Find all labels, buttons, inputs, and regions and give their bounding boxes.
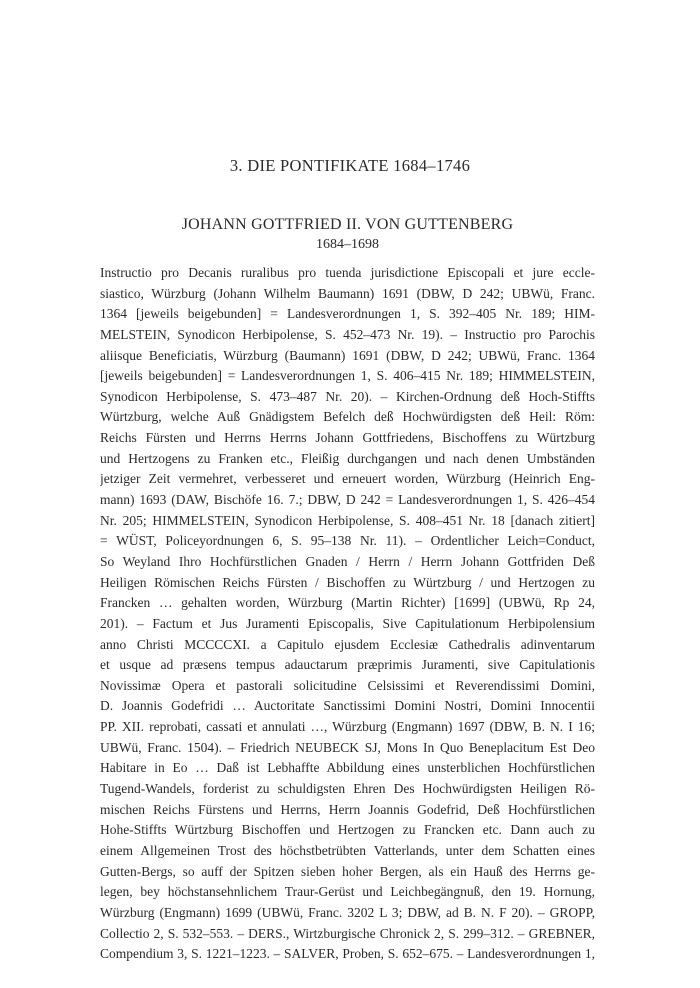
- body-line: Würzburg (Engmann) 1699 (UBWü, Franc. 3202 L 3; DBW, ad B. N. F 20). – GROPP,: [100, 904, 595, 920]
- body-line: Gutten-Bergs, so auff der Spitzen sieben hoher Bergen, als ein Hauß des Herrns ge-: [100, 863, 595, 879]
- body-line: 201). – Factum et Jus Juramenti Episcopalis, Sive Capitulationum Herbipolensium: [100, 615, 595, 631]
- body-line: einem Allgemeinen Trost des höchstbetrübten Vatterlands, unter dem Schatten eines: [100, 842, 595, 858]
- section-heading: [100, 215, 595, 255]
- body-line: Hohe-Stiffts Würtzburg Bischoffen und Hertzogen zu Francken etc. Dann auch zu: [100, 822, 595, 838]
- body-line: Tugend-Wandels, forderist zu schuldigsten Ehren Des Hochwürdigsten Heiligen Rö-: [100, 781, 595, 797]
- body-line: [jeweils beigebunden] = Landesverordnungen 1, S. 406–415 Nr. 189; HIMMELSTEIN,: [100, 368, 595, 384]
- body-line: und Hertzogens zu Franken etc., Fleißig durchgangen und nach denen Umbständen: [100, 450, 595, 466]
- body-text: [100, 263, 595, 965]
- body-line: legen, bey höchstansehnlichem Traur-Gerüst und Leichbegängnuß, den 19. Hornung,: [100, 884, 595, 900]
- body-line: Collectio 2, S. 532–553. – DERS., Wirtzburgische Chronick 2, S. 299–312. – GREBNER,: [100, 925, 595, 941]
- body-line: Novissimæ Opera et pastorali solicitudine Celsissimi et Reverendissimi Domini,: [100, 677, 595, 693]
- body-line: Synodicon Herbipolense, S. 473–487 Nr. 20). – Kirchen-Ordnung deß Hoch-Stiffts: [100, 388, 595, 404]
- body-line: UBWü, Franc. 1504). – Friedrich NEUBECK SJ, Mons In Quo Beneplacitum Est Deo: [100, 739, 595, 755]
- body-line: siastico, Würzburg (Johann Wilhelm Baumann) 1691 (DBW, D 242; UBWü, Franc.: [100, 285, 595, 301]
- section-years: 1684–1698: [316, 237, 379, 252]
- body-line: jetziger Zeit vermehret, verbesseret und erneuert worden, Würzburg (Heinrich Eng-: [100, 471, 595, 487]
- body-line: aliisque Beneficiatis, Würzburg (Baumann) 1691 (DBW, D 242; UBWü, Franc. 1364: [100, 347, 595, 363]
- body-line: Habitare in Eo … Daß ist Lebhaffte Abbildung eines unsterblichen Hochfürstlichen: [100, 760, 595, 776]
- body-line: D. Joannis Godefridi … Auctoritate Sanctissimi Domini Nostri, Domini Innocentii: [100, 698, 595, 714]
- body-line: Heiligen Römischen Reichs Fürsten / Bischoffen zu Würtzburg / und Hertzogen zu: [100, 574, 595, 590]
- body-line: 1364 [jeweils beigebunden] = Landesverordnungen 1, S. 392–405 Nr. 189; HIM-: [100, 306, 595, 322]
- body-line: = WÜST, Policeyordnungen 6, S. 95–138 Nr. 11). – Ordentlicher Leich=Conduct,: [100, 533, 595, 549]
- body-line: Reichs Fürsten und Herrns Herrns Johann Gottfriedens, Bischoffens zu Würtzburg: [100, 430, 595, 446]
- body-line: MELSTEIN, Synodicon Herbipolense, S. 452–473 Nr. 19). – Instructio pro Parochis: [100, 326, 595, 342]
- body-line: Instructio pro Decanis ruralibus pro tuenda jurisdictione Episcopali et jure eccle-: [100, 265, 595, 280]
- body-line: Würtzburg, welche Auß Gnädigstem Befelch deß Hochwürdigsten deß Heil: Röm:: [100, 409, 595, 425]
- body-line: Compendium 3, S. 1221–1223. – SALVER, Proben, S. 652–675. – Landesverordnungen 1,: [100, 946, 595, 962]
- chapter-heading: 3. DIE PONTIFIKATE 1684–1746: [229, 156, 471, 175]
- body-line: mann) 1693 (DAW, Bischöfe 16. 7.; DBW, D 242 = Landesverordnungen 1, S. 426–454: [100, 492, 595, 508]
- body-line: PP. XII. reprobati, cassati et annulati …, Würzburg (Engmann) 1697 (DBW, B. N. I 16;: [100, 719, 595, 735]
- body-line: Francken … gehalten worden, Würzburg (Martin Richter) [1699] (UBWü, Rp 24,: [100, 595, 595, 611]
- body-line: et usque ad præsens tempus adauctarum præprimis Juramenti, sive Capitulationis: [100, 657, 595, 673]
- section-title: JOHANN GOTTFRIED II. VON GUTTENBERG: [181, 216, 514, 233]
- body-line: So Weyland Ihro Hochfürstlichen Gnaden / Herrn / Herrn Johann Gottfriden Deß: [100, 553, 595, 569]
- body-line: Nr. 205; HIMMELSTEIN, Synodicon Herbipolense, S. 408–451 Nr. 18 [danach zitiert]: [100, 512, 595, 528]
- body-line: anno Christi MCCCCXI. a Capitulo ejusdem Ecclesiæ Cathedralis adinventarum: [100, 636, 595, 652]
- body-line: mischen Reichs Fürstens und Herrns, Herrn Joannis Godefrid, Deß Hochfürstlichen: [100, 801, 595, 817]
